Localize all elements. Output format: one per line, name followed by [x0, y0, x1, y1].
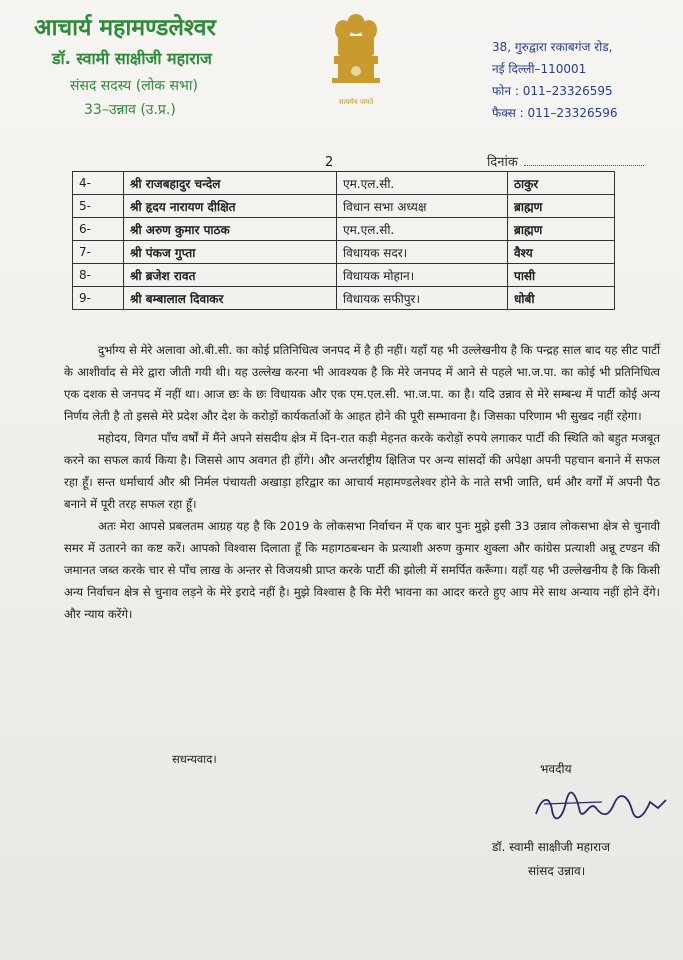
caste-cell: वैश्य [508, 241, 615, 264]
serial-cell: 9- [73, 287, 124, 310]
fax-number: फैक्स : 011–23326596 [492, 106, 618, 120]
letterhead-address [492, 36, 677, 124]
paragraph-1: दुर्भाग्य से मेरे अलावा ओ.बी.सी. का कोई प्रतिनिधित्व जनपद में है ही नहीं। यहाँ यह भी उल्लेखनीय है कि पन्द्रह साल बाद यह सीट पार्टी के आशीर्वाद से मेरे द्वारा जीती गयी थी। यह उल्लेख करना भी आवश्यक है कि मेरे जनपद में आने से पहले भा.ज.पा. का कोई भी प्रतिनिधित्व एक दशक से जनपद में नहीं था। आज छः के छः विधायक और एक एम.एल.सी. भा.ज.पा. का है। यदि उन्नाव से मेरे सम्बन्ध में पार्टी कोई अन्य निर्णय लेती है तो इससे मेरे प्रदेश और देश के करोड़ों कार्यकर्ताओं के आहत होने की पूरी सम्भावना है। जिसका परिणाम भी सुखद नहीं रहेगा। [64, 343, 660, 423]
lion-capital-icon [326, 6, 386, 96]
letterhead-left [34, 14, 294, 120]
regards-label: भवदीय [540, 762, 572, 776]
caste-cell: पासी [508, 264, 615, 287]
national-emblem [326, 6, 386, 110]
paragraph-2: महोदय, विगत पाँच वर्षों में मैंने अपने संसदीय क्षेत्र में दिन-रात कड़ी मेहनत करके करोड़ों रुपये लगाकर पार्टी की स्थिति को बहुत मजबूत करने का सफल कार्य किया है। जिससे आप अवगत ही होंगे। और अन्तर्राष्ट्रीय क्षितिज पर अन्य सांसदों की अपेक्षा अपनी पहचान बनाने में सफल रहा हूँ। सन्त धर्माचार्य और श्री निर्मल पंचायती अखाड़ा हरिद्वार का आचार्य महामण्डलेश्वर होने के नाते सभी जाति, धर्म और वर्गों में अपनी पैठ बनाने में पूरी तरह सफल रहा हूँ। [64, 431, 660, 511]
closing-thanks: सधन्यवाद। [172, 752, 217, 766]
name-cell: श्री हृदय नारायण दीक्षित [124, 195, 337, 218]
post-cell: एम.एल.सी. [337, 172, 508, 195]
serial-cell: 5- [73, 195, 124, 218]
name-cell: श्री पंकज गुप्ता [124, 241, 337, 264]
table-row [73, 241, 615, 264]
table-row [73, 287, 615, 310]
name-cell: श्री ब्रजेश रावत [124, 264, 337, 287]
post-cell: विधायक मोहान। [337, 264, 508, 287]
caste-cell: धोबी [508, 287, 615, 310]
address-line-1: 38, गुरुद्वारा रकाबगंज रोड, [492, 40, 613, 54]
post-cell: एम.एल.सी. [337, 218, 508, 241]
serial-cell: 6- [73, 218, 124, 241]
post-cell: विधायक सफीपुर। [337, 287, 508, 310]
caste-cell: ब्राह्मण [508, 195, 615, 218]
post-cell: विधान सभा अध्यक्ष [337, 195, 508, 218]
letterhead-constituency: 33–उन्नाव (उ.प्र.) [84, 102, 176, 118]
date-label: दिनांक [487, 155, 518, 170]
serial-cell: 8- [73, 264, 124, 287]
table-row [73, 264, 615, 287]
letterhead-name: डॉ. स्वामी साक्षीजी महाराज [52, 49, 212, 68]
caste-cell: ब्राह्मण [508, 218, 615, 241]
date-blank [524, 153, 644, 166]
emblem-motto: सत्यमेव जयते [338, 98, 374, 106]
date-field [487, 152, 644, 170]
table-row [73, 218, 615, 241]
table-row [73, 195, 615, 218]
paragraph-3: अतः मेरा आपसे प्रबलतम आग्रह यह है कि 2019 के लोकसभा निर्वाचन में एक बार पुनः मुझे इसी 33 उन्नाव लोकसभा क्षेत्र से चुनावी समर में उतारने का कष्ट करें। आपको विश्वास दिलाता हूँ कि महागठबन्धन के प्रत्याशी अरुण कुमार शुक्ला और कांग्रेस प्रत्याशी अन्नू टण्डन की जमानत जब्त करके चार से पाँच लाख के अन्तर से विजयश्री प्राप्त करके पार्टी की झोली में समर्पित करूँगा। यहाँ यह भी उल्लेखनीय है कि किसी अन्य निर्वाचन क्षेत्र से चुनाव लड़ने के मेरे इरादे नहीं है। मुझे विश्वास है कि मेरी भावना का आदर करते हुए आप मेरे साथ अन्याय नहीं होने देंगे। और न्याय करेंगे। [64, 519, 660, 621]
name-cell: श्री बम्बालाल दिवाकर [124, 287, 337, 310]
handwritten-signature-icon [532, 790, 672, 824]
name-cell: श्री अरुण कुमार पाठक [124, 218, 337, 241]
signatory-name: डॉ. स्वामी साक्षीजी महाराज [492, 840, 611, 854]
representatives-table [72, 171, 615, 310]
letterhead-designation: संसद सदस्य (लोक सभा) [70, 78, 198, 94]
serial-cell: 4- [73, 172, 124, 195]
caste-cell: ठाकुर [508, 172, 615, 195]
letter-body [64, 339, 660, 625]
address-line-2: नई दिल्ली–110001 [492, 62, 587, 76]
letterhead-title: आचार्य महामण्डलेश्वर [34, 15, 216, 41]
signatory-designation: सांसद उन्नाव। [528, 864, 586, 878]
phone-number: फोन : 011–23326595 [492, 84, 613, 98]
page-number: 2 [325, 155, 334, 170]
serial-cell: 7- [73, 241, 124, 264]
post-cell: विधायक सदर। [337, 241, 508, 264]
table-row [73, 172, 615, 195]
name-cell: श्री राजबहादुर चन्देल [124, 172, 337, 195]
